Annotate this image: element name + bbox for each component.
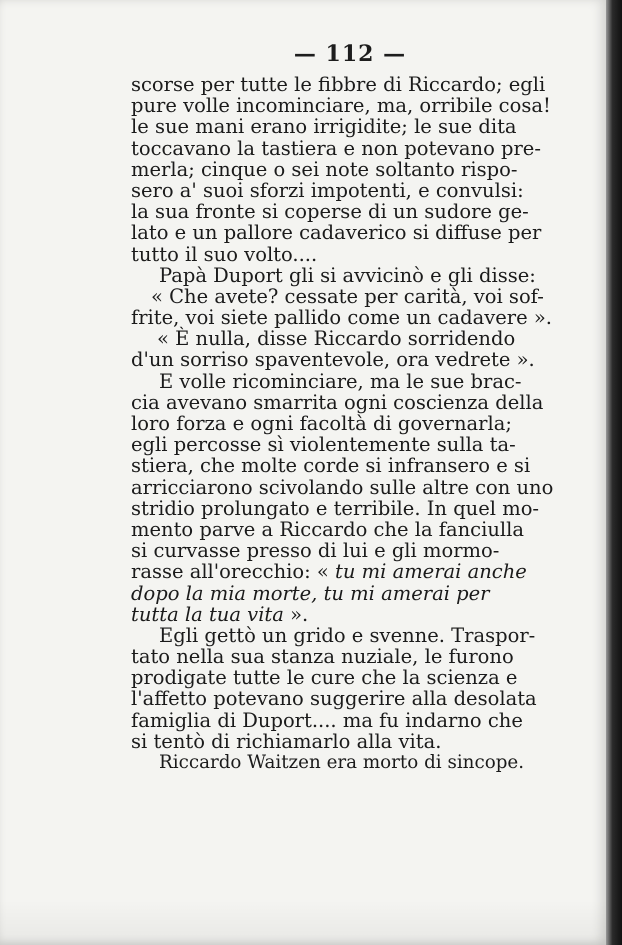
text-line: merla; cinque o sei note soltanto rispo-	[131, 157, 518, 181]
text-line: arricciarono scivolando sulle altre con uno	[131, 475, 554, 499]
text-line: pure volle incominciare, ma, orribile cosa!	[131, 94, 551, 118]
text-line: E volle ricominciare, ma le sue brac-	[159, 369, 522, 393]
text-line: egli percosse sì violentemente sulla ta-	[131, 433, 516, 457]
text-line	[131, 604, 576, 625]
page-number: — 112 —	[293, 41, 407, 67]
text-line: tutto il suo volto....	[131, 242, 318, 266]
text-line: mento parve a Riccardo che la fanciulla	[131, 517, 524, 541]
text-line: frite, voi siete pallido come un cadavere ».	[131, 306, 552, 330]
text-line: tato nella sua stanza nuziale, le furono	[131, 645, 514, 669]
text-line: lato e un pallore cadaverico si diffuse per	[131, 221, 542, 245]
italic-quote: tu mi amerai anche	[335, 560, 527, 584]
text-line: Papà Duport gli si avvicinò e gli disse:	[159, 263, 536, 287]
text-line: Egli gettò un grido e svenne. Traspor-	[159, 623, 536, 647]
page-shadow	[0, 900, 606, 945]
text-line: stiera, che molte corde si infransero e si	[131, 454, 531, 478]
italic-quote: tutta la tua vita	[131, 602, 284, 626]
text-line: « È nulla, disse Riccardo sorridendo	[157, 327, 516, 351]
text-fragment: ».	[283, 602, 309, 626]
text-line: cia avevano smarrita ogni coscienza della	[131, 390, 544, 414]
text-fragment: rasse all'orecchio: «	[131, 560, 336, 584]
text-line: d'un sorriso spaventevole, ora vedrete ».	[131, 348, 535, 372]
text-line: « Che avete? cessate per carità, voi sof-	[151, 284, 544, 308]
text-line: l'affetto potevano suggerire alla desolata	[131, 687, 537, 711]
text-line: le sue mani erano irrigidite; le sue dita	[131, 115, 517, 139]
text-line: si curvasse presso di lui e gli mormo-	[131, 539, 500, 563]
text-line: famiglia di Duport.... ma fu indarno che	[131, 708, 523, 732]
text-line: stridio prolungato e terribile. In quel mo-	[131, 496, 540, 520]
text-line: prodigate tutte le cure che la scienza e	[131, 666, 518, 690]
page-body-text	[131, 74, 576, 773]
text-line: sero a' suoi sforzi impotenti, e convulsi:	[131, 178, 524, 202]
text-line: toccavano la tastiera e non potevano pre-	[131, 136, 541, 160]
italic-quote-line: dopo la mia morte, tu mi amerai per	[131, 581, 490, 605]
book-spine	[606, 0, 622, 945]
text-line: si tentò di richiamarlo alla vita.	[131, 729, 442, 753]
text-line: loro forza e ogni facoltà di governarla;	[131, 412, 512, 435]
text-line	[131, 561, 576, 582]
text-line: Riccardo Waitzen era morto di sincope.	[159, 752, 525, 773]
text-line: scorse per tutte le fibbre di Riccardo; egli	[131, 73, 546, 96]
text-line: la sua fronte si coperse di un sudore ge-	[131, 200, 529, 224]
